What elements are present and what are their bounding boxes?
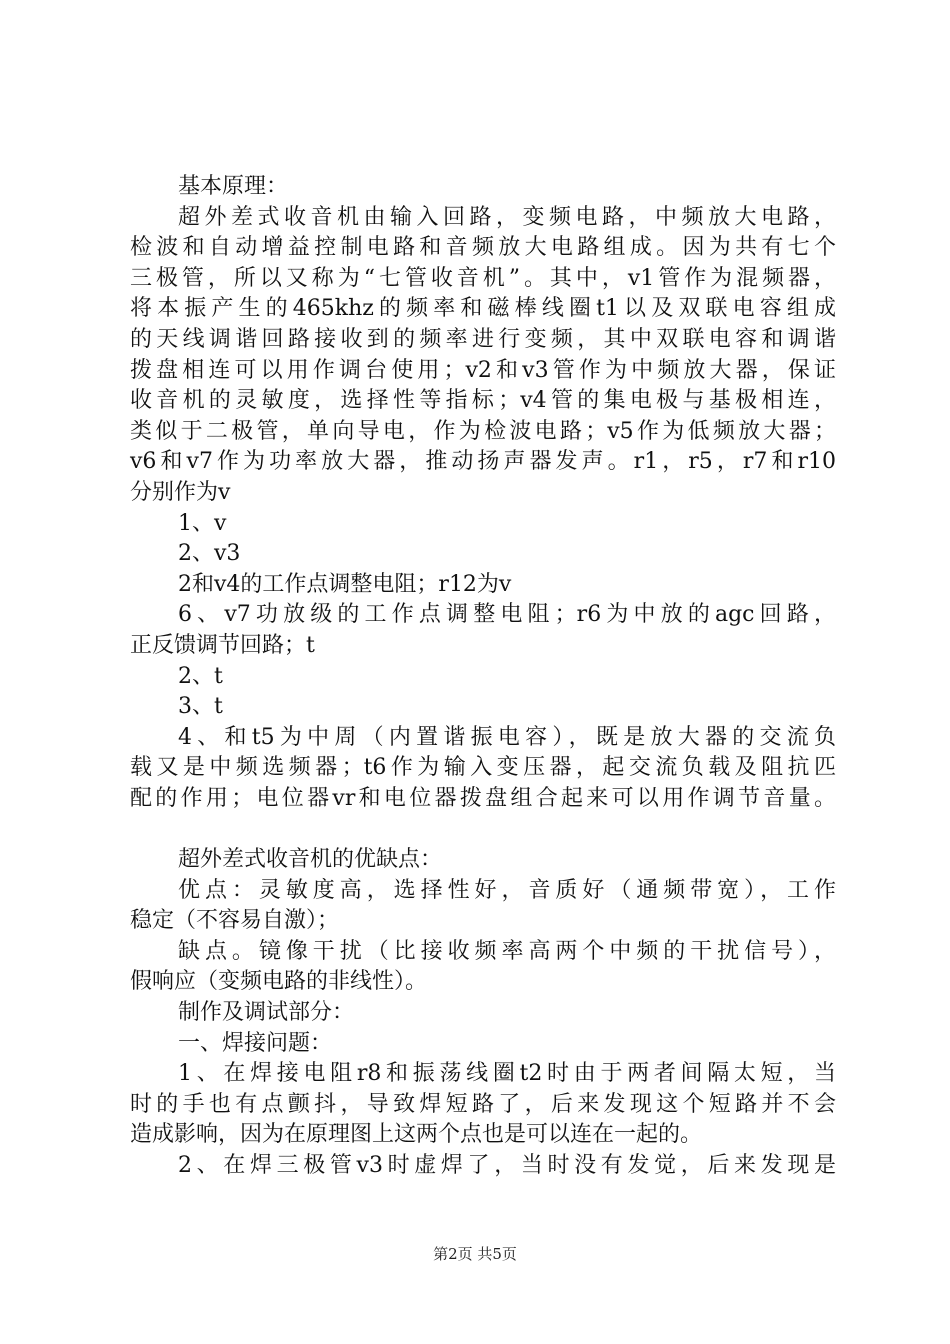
text-line: 分别作为v xyxy=(130,479,231,505)
text-line: 2、v3 xyxy=(178,541,241,567)
text-line: 的天线调谐回路接收到的频率进行变频，其中双联电容和调谐 xyxy=(130,326,836,352)
text-line: 优点：灵敏度高，选择性好，音质好（通频带宽），工作 xyxy=(178,877,836,903)
text-line: 1、v xyxy=(178,510,227,536)
text-line: 类似于二极管，单向导电，作为检波电路；v5作为低频放大器； xyxy=(130,418,836,444)
document-body xyxy=(130,172,836,1182)
text-line: 拨盘相连可以用作调台使用；v2和v3管作为中频放大器，保证 xyxy=(130,357,836,383)
section-heading: 超外差式收音机的优缺点： xyxy=(178,847,443,873)
text-line: 收音机的灵敏度，选择性等指标；v4管的集电极与基极相连， xyxy=(130,388,836,414)
text-line: 稳定（不容易自激）； xyxy=(130,908,340,934)
page-number-footer: 第2页 共5页 xyxy=(433,1245,517,1263)
text-line: 缺点。镜像干扰（比接收频率高两个中频的干扰信号）， xyxy=(178,938,836,964)
subsection-heading: 一、焊接问题： xyxy=(178,1030,333,1056)
text-line: 时的手也有点颤抖，导致焊短路了，后来发现这个短路并不会 xyxy=(130,1091,836,1117)
text-line: 将本振产生的465khz的频率和磁棒线圈t1以及双联电容组成 xyxy=(130,296,836,322)
text-line: 6、v7功放级的工作点调整电阻；r6为中放的agc回路， xyxy=(178,602,836,628)
text-line: 2、t xyxy=(178,663,223,689)
text-line: 3、t xyxy=(178,694,223,720)
text-line: 造成影响，因为在原理图上这两个点也是可以连在一起的。 xyxy=(130,1122,703,1148)
text-line: 正反馈调节回路；t xyxy=(130,632,315,658)
text-line: 超外差式收音机由输入回路，变频电路，中频放大电路， xyxy=(178,204,836,230)
text-line: 检波和自动增益控制电路和音频放大电路组成。因为共有七个 xyxy=(130,235,836,261)
text-line: 载又是中频选频器；t6作为输入变压器，起交流负载及阻抗匹 xyxy=(130,755,836,781)
text-line: 2和v4的工作点调整电阻；r12为v xyxy=(178,571,512,597)
text-line: 假响应（变频电路的非线性）。 xyxy=(130,969,428,995)
text-line: 1、在焊接电阻r8和振荡线圈t2时由于两者间隔太短，当 xyxy=(178,1061,836,1087)
section-heading: 制作及调试部分： xyxy=(178,1000,355,1026)
text-line: 2、在焊三极管v3时虚焊了，当时没有发觉，后来发现是 xyxy=(178,1153,836,1178)
text-line: 三极管，所以又称为“七管收音机”。其中，v1管作为混频器， xyxy=(130,265,836,291)
text-line: 4、和t5为中周（内置谐振电容），既是放大器的交流负 xyxy=(178,724,836,750)
blank-line xyxy=(130,814,836,845)
text-line: v6和v7作为功率放大器，推动扬声器发声。r1，r5，r7和r10 xyxy=(130,449,836,475)
text-line: 配的作用；电位器vr和电位器拨盘组合起来可以用作调节音量。 xyxy=(130,785,836,811)
paragraph-heading: 基本原理： xyxy=(178,174,289,199)
